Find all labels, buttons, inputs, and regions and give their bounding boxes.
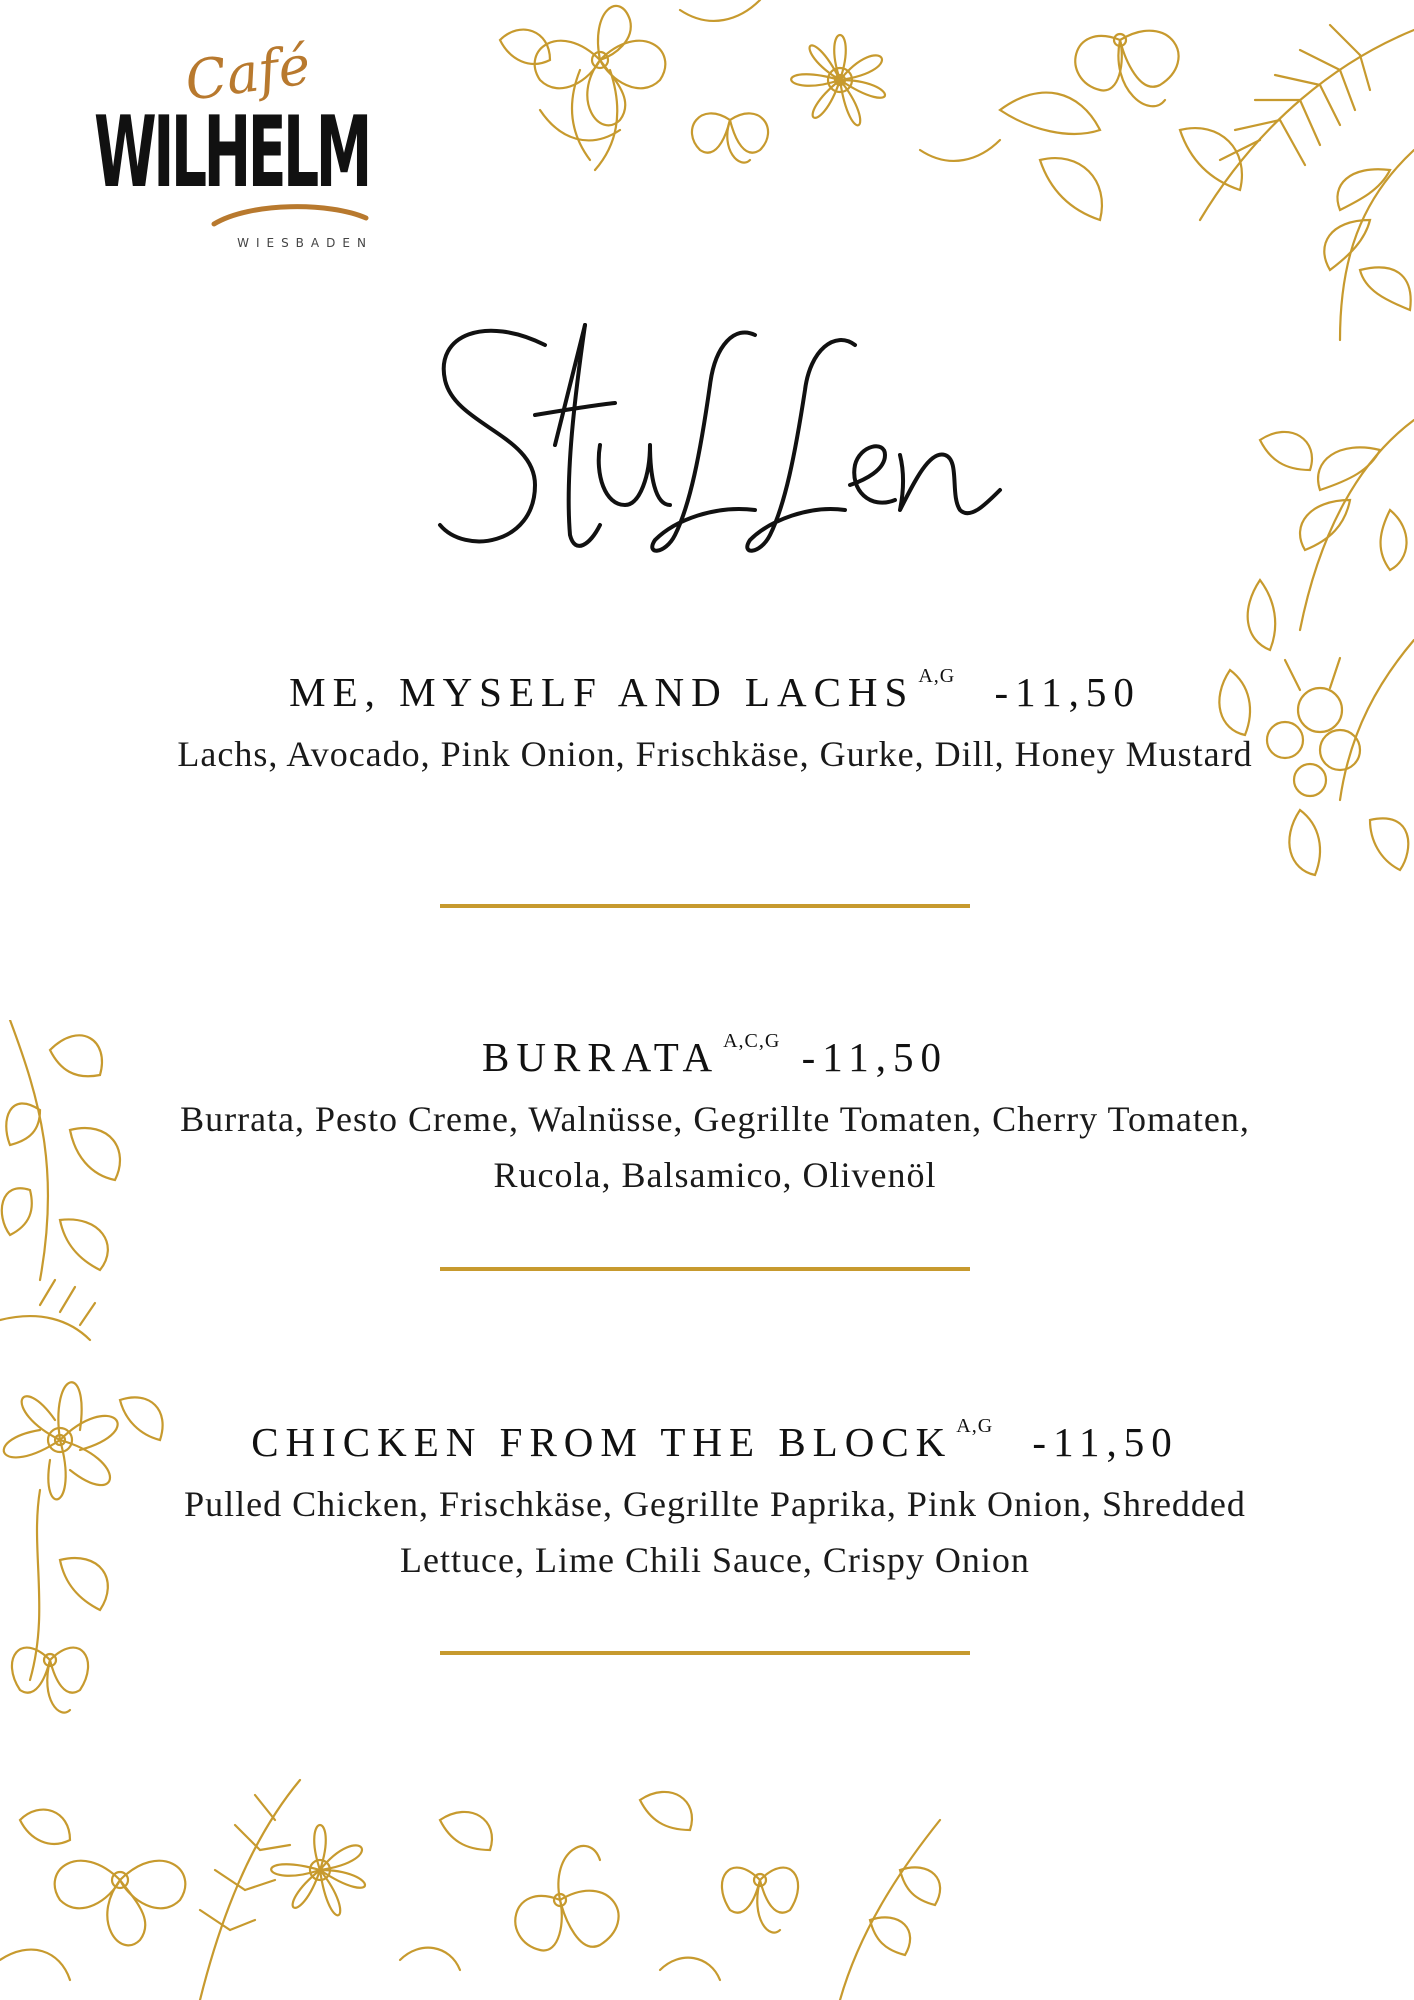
menu-item-3-allergens: A,G — [956, 1415, 994, 1437]
menu-item-1 — [130, 665, 1300, 782]
logo-swash — [210, 198, 370, 228]
floral-right-illustration — [1200, 380, 1414, 880]
menu-item-1-title-line — [130, 665, 1300, 716]
menu-item-2-price: -11,50 — [801, 1034, 948, 1080]
menu-item-2-title: BURRATA — [482, 1034, 720, 1080]
menu-item-3-description: Pulled Chicken, Frischkäse, Gegrillte Paprika, Pink Onion, Shredded Lettuce, Lime Chili Sauce, Crispy Onion — [184, 1484, 1246, 1580]
divider-1 — [440, 904, 970, 908]
menu-item-3-title-line — [130, 1415, 1300, 1466]
divider-2 — [440, 1267, 970, 1271]
logo-wordmark: WILHELM — [94, 96, 369, 210]
menu-item-1-price: -11,50 — [994, 669, 1141, 715]
divider-3 — [440, 1651, 970, 1655]
menu-item-3-price: -11,50 — [1032, 1419, 1179, 1465]
logo-city: WIESBADEN — [237, 236, 373, 250]
menu-item-3-title: CHICKEN FROM THE BLOCK — [251, 1419, 953, 1465]
menu-item-1-description: Lachs, Avocado, Pink Onion, Frischkäse, Gurke, Dill, Honey Mustard — [177, 734, 1253, 774]
menu-item-2 — [130, 1030, 1300, 1203]
menu-item-2-title-line — [130, 1030, 1300, 1081]
cafe-wilhelm-logo — [90, 33, 440, 260]
menu-item-2-allergens: A,C,G — [723, 1030, 781, 1052]
floral-bottom-illustration — [0, 1760, 980, 2000]
logo-cafe-script: Café — [181, 33, 315, 113]
menu-item-1-allergens: A,G — [918, 665, 956, 687]
menu-item-1-title: ME, MYSELF AND LACHS — [289, 669, 915, 715]
menu-item-3 — [130, 1415, 1300, 1588]
script-heading-stullen — [425, 305, 1025, 585]
menu-item-2-description: Burrata, Pesto Creme, Walnüsse, Gegrillte Tomaten, Cherry Tomaten, Rucola, Balsamico, Olivenöl — [180, 1099, 1250, 1195]
